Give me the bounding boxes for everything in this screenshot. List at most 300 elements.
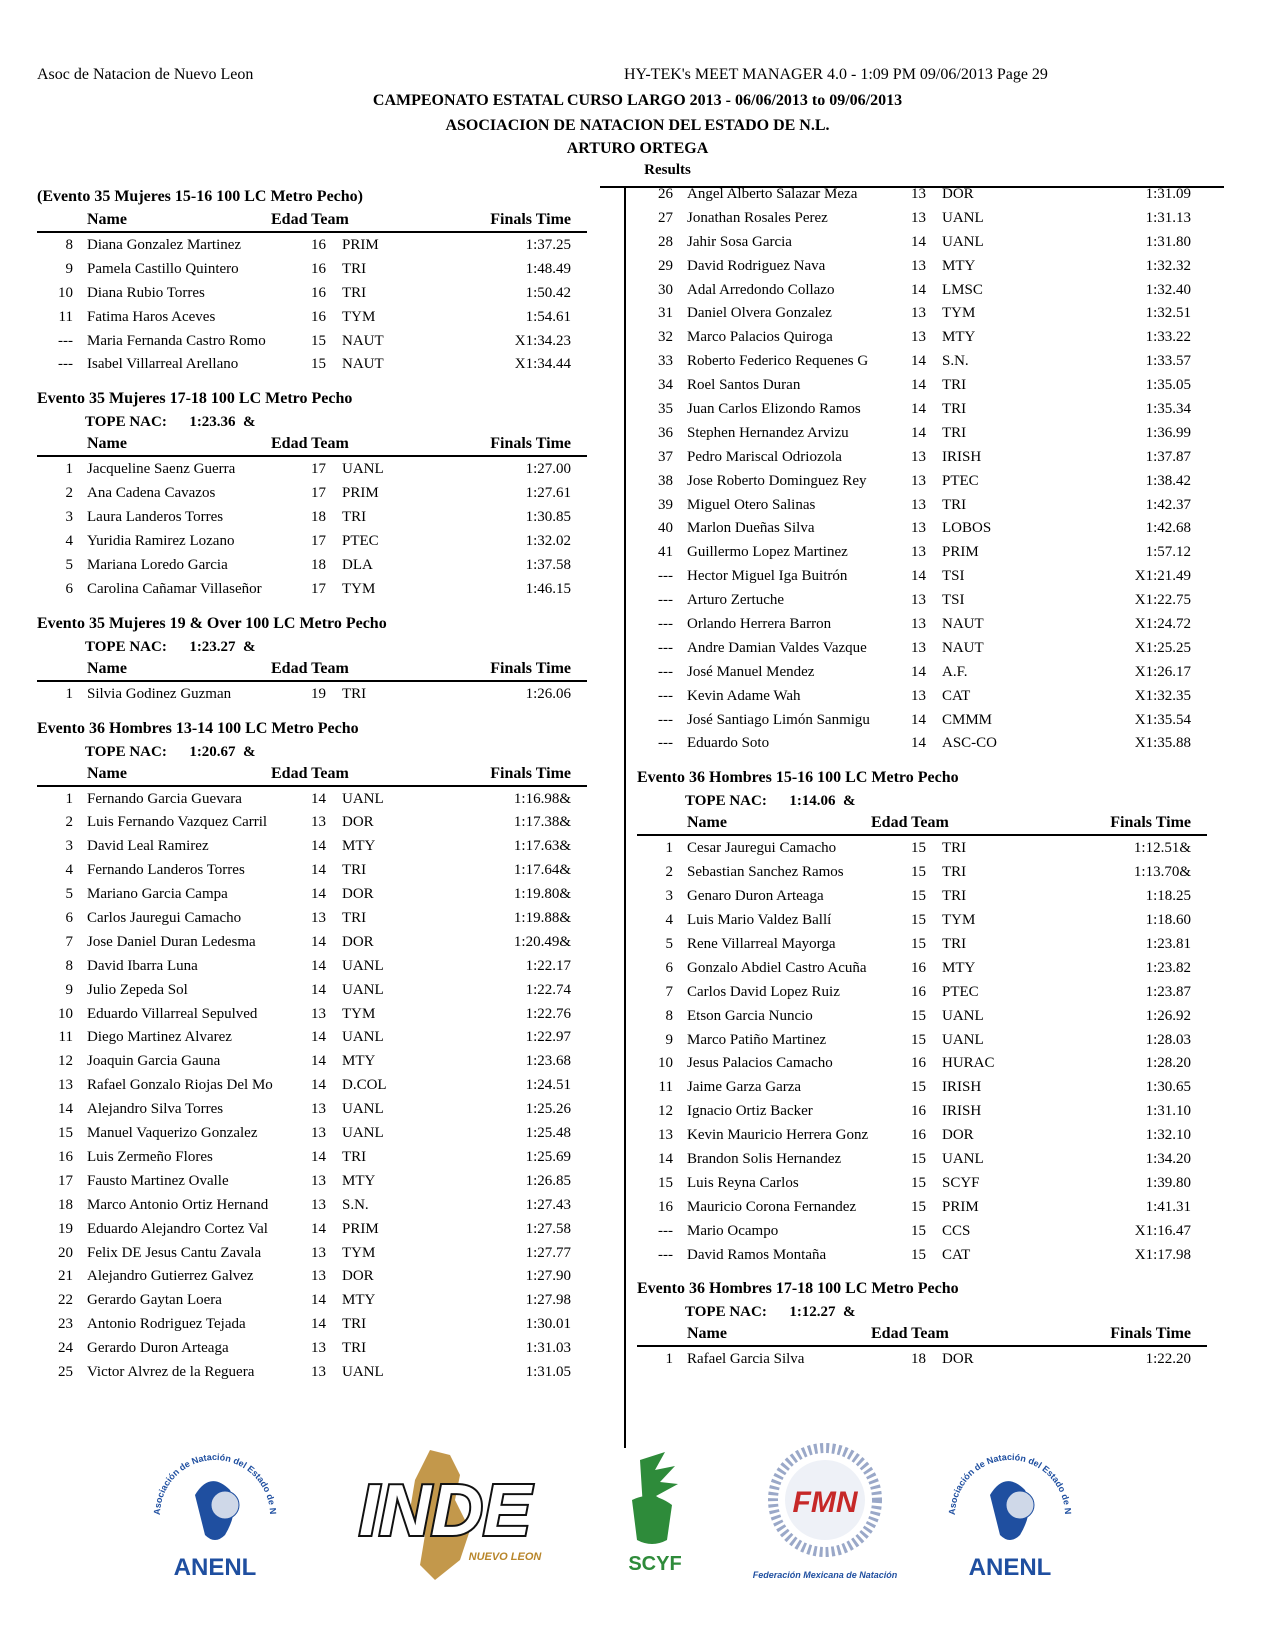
finals-time: 1:17.63& [513,838,571,855]
place: 35 [658,401,673,418]
swimmer-name: Kevin Adame Wah [687,687,801,704]
team: PRIM [942,1198,979,1215]
swimmer-name: Marlon Dueñas Silva [687,520,815,537]
age: 14 [911,233,926,250]
tope-label: TOPE NAC: [685,793,767,810]
software-info: HY-TEK's MEET MANAGER 4.0 - 1:09 PM 09/06/2013 Page 29 [624,66,1048,83]
team: UANL [942,1150,984,1167]
place: 37 [658,448,673,465]
continued-results [637,182,1207,755]
swimmer-name: Fernando Garcia Guevara [87,790,242,807]
swimmer-name: Silvia Godinez Guzman [87,685,232,702]
team: TYM [942,912,976,929]
team: MTY [942,329,976,346]
finals-time: 1:22.17 [525,957,571,974]
place: 2 [65,814,73,831]
result-row [637,836,1207,860]
result-row [37,1145,587,1169]
venue: ARTURO ORTEGA [566,140,709,157]
place: 13 [658,1127,673,1144]
age: 13 [311,1196,326,1213]
result-row [637,206,1207,230]
event-title: Evento 36 Hombres 15-16 100 LC Metro Pecho [637,769,959,787]
age: 16 [311,237,326,253]
place: 40 [658,520,673,537]
place: 26 [658,186,673,202]
swimmer-name: Ana Cadena Cavazos [87,485,216,502]
swimmer-name: Fernando Landeros Torres [87,862,245,879]
place: 36 [658,424,673,441]
column-header-time: Finals Time [490,211,571,228]
result-row [637,278,1207,302]
column-header-name: Name [87,435,127,453]
event-gap [637,755,1207,767]
result-row [37,1002,587,1026]
swimmer-name: Marco Palacios Quiroga [687,329,833,346]
column-header-time: Finals Time [490,659,571,677]
finals-time: 1:31.13 [1145,209,1191,226]
result-row [37,281,587,305]
column-header-name: Name [87,211,127,228]
tope-label: TOPE NAC: [685,1304,767,1321]
finals-time: 1:34.20 [1145,1150,1191,1167]
team: UANL [942,233,984,250]
swimmer-name: Jonathan Rosales Perez [687,209,828,226]
age: 15 [911,1150,926,1167]
event-gap [637,1266,1207,1278]
team: IRISH [942,1079,982,1096]
tope-nacional [37,742,587,764]
team: TRI [342,1316,367,1333]
swimmer-name: Rafael Gonzalo Riojas Del Mo [87,1077,273,1094]
place: 29 [658,257,673,274]
place: 34 [658,377,673,394]
result-row [37,1049,587,1073]
result-row [37,505,587,529]
place: 24 [58,1340,73,1357]
age: 13 [911,687,926,704]
finals-time: X1:35.88 [1134,735,1191,752]
result-row [37,906,587,930]
finals-time: 1:23.81 [1145,935,1191,952]
swimmer-name: Ignacio Ortiz Backer [687,1103,813,1120]
result-row [637,182,1207,206]
result-row [37,1097,587,1121]
team: NAUT [342,356,384,373]
result-row [637,884,1207,908]
finals-time: 1:19.80& [513,886,571,903]
swimmer-name: Carlos David Lopez Ruiz [687,983,840,1000]
swimmer-name: Orlando Herrera Barron [687,616,832,633]
team: UANL [942,209,984,226]
result-row [37,1073,587,1097]
team: DLA [342,556,373,573]
result-row [37,553,587,577]
place: 1 [65,461,73,478]
result-row [37,529,587,553]
place: 12 [58,1053,73,1070]
finals-time: 1:39.80 [1145,1174,1191,1191]
finals-time: 1:27.00 [525,461,571,478]
swimmer-name: Gerardo Duron Arteaga [87,1340,229,1357]
finals-time: 1:50.42 [525,284,571,301]
swimmer-name: David Ramos Montaña [687,1246,827,1263]
team: MTY [342,1172,376,1189]
tope-label: TOPE NAC: [85,743,167,760]
finals-time: 1:18.25 [1145,888,1191,905]
team: TRI [942,840,967,857]
swimmer-name: David Ibarra Luna [87,957,198,974]
swimmer-name: Antonio Rodriguez Tejada [87,1316,246,1333]
tope-nacional [637,1302,1207,1324]
inde-wordmark: INDE [358,1471,532,1551]
column-header-time: Finals Time [1110,814,1191,832]
team: TRI [342,910,367,927]
finals-time: 1:32.51 [1145,305,1191,322]
age: 15 [911,864,926,881]
age: 13 [911,472,926,489]
age: 15 [311,356,326,373]
team: A.F. [942,663,968,680]
place: 22 [58,1292,73,1309]
column-header-name: Name [687,1325,727,1343]
swimmer-name: Miguel Otero Salinas [687,496,816,513]
team: SCYF [942,1174,980,1191]
scyf-wordmark: SCYF [628,1553,682,1575]
finals-time: 1:22.97 [525,1029,571,1046]
age: 16 [911,959,926,976]
place: 4 [65,533,73,550]
swimmer-name: Eduardo Alejandro Cortez Val [87,1220,268,1237]
result-row [37,682,587,706]
finals-time: 1:31.09 [1145,186,1191,202]
team: CCS [942,1222,971,1239]
place: 7 [65,933,73,950]
finals-time: 1:36.99 [1145,424,1191,441]
tope-label: TOPE NAC: [85,414,167,431]
age: 15 [911,1174,926,1191]
scyf-logo [610,1440,700,1590]
swimmer-name: Diana Gonzalez Martinez [87,237,242,253]
place: 6 [665,959,673,976]
fmn-caption: Federación Mexicana de Natación [752,1570,898,1580]
age: 13 [311,1125,326,1142]
column-header [637,813,1207,836]
result-row [637,1051,1207,1075]
column-header-age-team: Edad Team [271,659,349,677]
result-row [637,980,1207,1004]
team: TYM [942,305,976,322]
finals-time: X1:34.23 [514,332,571,349]
age: 14 [911,377,926,394]
place: 30 [658,281,673,298]
age: 15 [911,935,926,952]
swimmer-name: Arturo Zertuche [687,592,785,609]
finals-time: X1:34.44 [514,356,571,373]
finals-time: 1:26.92 [1145,1007,1191,1024]
result-row [637,397,1207,421]
age: 15 [911,840,926,857]
place: --- [658,663,673,680]
result-row [637,516,1207,540]
tope-nacional [37,412,587,434]
finals-time: 1:27.90 [525,1268,571,1285]
finals-time: 1:16.98& [513,790,571,807]
fmn-logo [745,1440,905,1590]
result-row [637,349,1207,373]
finals-time: 1:27.77 [525,1244,571,1261]
place: 16 [58,1148,73,1165]
anenl-wordmark: ANENL [173,1554,257,1581]
finals-time: 1:54.61 [525,308,571,325]
swimmer-name: Andre Damian Valdes Vazque [687,639,867,656]
age: 15 [911,1079,926,1096]
place: --- [658,1246,673,1263]
place: 13 [58,1077,73,1094]
swimmer-name: Marco Antonio Ortiz Hernand [87,1196,269,1213]
result-row [637,932,1207,956]
finals-time: 1:41.31 [1145,1198,1191,1215]
column-header-name: Name [87,764,127,782]
column-header [37,659,587,682]
team: CAT [942,1246,971,1263]
team: DOR [342,814,374,831]
swimmer-name: Mariano Garcia Campa [87,886,228,903]
swimmer-name: Carolina Cañamar Villaseñor [87,580,262,597]
age: 16 [911,983,926,1000]
event-title: Evento 36 Hombres 13-14 100 LC Metro Pecho [37,719,359,737]
age: 16 [311,308,326,325]
finals-time: 1:35.34 [1145,401,1191,418]
result-row [637,373,1207,397]
team: UANL [342,1363,384,1380]
finals-time: X1:35.54 [1134,711,1191,728]
finals-time: 1:31.05 [525,1363,571,1380]
place: --- [658,735,673,752]
swimmer-name: Jesus Palacios Camacho [687,1055,833,1072]
place: 18 [58,1196,73,1213]
result-row [37,1241,587,1265]
age: 13 [911,592,926,609]
place: --- [658,711,673,728]
age: 13 [311,1268,326,1285]
inde-subtitle: NUEVO LEON [468,1551,542,1563]
place: 19 [58,1220,73,1237]
place: 8 [65,957,73,974]
column-header [637,1324,1207,1347]
swimmer-name: Alejandro Silva Torres [87,1101,224,1118]
place: --- [658,1222,673,1239]
place: 1 [665,840,673,857]
swimmer-name: Diana Rubio Torres [87,284,205,301]
finals-time: 1:27.58 [525,1220,571,1237]
swimmer-name: Rene Villarreal Mayorga [687,935,836,952]
place: 3 [665,888,673,905]
finals-time: X1:32.35 [1134,687,1191,704]
swimmer-name: Joaquin Garcia Gauna [87,1053,221,1070]
result-row [637,301,1207,325]
age: 15 [911,1246,926,1263]
tope-value: 1:20.67 & [189,743,256,760]
finals-time: 1:28.20 [1145,1055,1191,1072]
column-header-name: Name [687,814,727,832]
age: 13 [311,1363,326,1380]
result-row [637,1347,1207,1371]
team: TRI [942,424,967,441]
team: S.N. [342,1196,369,1213]
sponsor-logos [0,1440,1275,1590]
result-row [37,978,587,1002]
place: 5 [65,886,73,903]
result-row [37,1025,587,1049]
age: 15 [911,912,926,929]
result-row [637,1028,1207,1052]
result-row [37,834,587,858]
fmn-wordmark: FMN [792,1486,858,1519]
swimmer-name: Fatima Haros Aceves [87,308,216,325]
finals-time: 1:20.49& [513,933,571,950]
swimmer-name: Julio Zepeda Sol [87,981,188,998]
column-divider [624,186,626,1448]
column-header-age-team: Edad Team [271,764,349,782]
tope-value: 1:23.27 & [189,638,256,655]
place: --- [58,356,73,373]
team: TRI [342,862,367,879]
result-row [37,1312,587,1336]
swimmer-name: Victor Alvrez de la Reguera [87,1363,255,1380]
age: 13 [311,1244,326,1261]
age: 15 [911,1031,926,1048]
finals-time: 1:37.25 [525,237,571,253]
result-row [637,612,1207,636]
anenl-logo [140,1440,290,1590]
place: 39 [658,496,673,513]
finals-time: 1:33.57 [1145,353,1191,370]
swimmer-name: Jacqueline Saenz Guerra [87,461,236,478]
place: 11 [58,1029,73,1046]
place: 17 [58,1172,73,1189]
swimmer-name: Carlos Jauregui Camacho [87,910,242,927]
finals-time: 1:35.05 [1145,377,1191,394]
result-row [637,1195,1207,1219]
swimmer-name: Mauricio Corona Fernandez [687,1198,857,1215]
team: NAUT [942,639,984,656]
swimmer-name: Eduardo Soto [687,735,770,752]
place: 23 [58,1316,73,1333]
result-row [637,1219,1207,1243]
finals-time: 1:31.80 [1145,233,1191,250]
finals-time: 1:23.87 [1145,983,1191,1000]
age: 13 [311,1005,326,1022]
result-row [637,1004,1207,1028]
tope-label: TOPE NAC: [85,638,167,655]
age: 14 [311,838,326,855]
team: TRI [942,496,967,513]
finals-time: 1:19.88& [513,910,571,927]
team: TYM [342,580,376,597]
finals-time: 1:25.69 [525,1148,571,1165]
swimmer-name: Jahir Sosa Garcia [687,233,792,250]
result-row [637,469,1207,493]
age: 15 [911,1222,926,1239]
team: TRI [342,260,367,277]
swimmer-name: Isabel Villarreal Arellano [87,356,239,373]
swimmer-name: Diego Martinez Alvarez [87,1029,232,1046]
finals-time: X1:26.17 [1134,663,1191,680]
place: 1 [65,790,73,807]
place: 14 [58,1101,73,1118]
column-header [37,764,587,787]
finals-time: 1:46.15 [525,580,571,597]
swimmer-name: Gonzalo Abdiel Castro Acuña [687,959,867,976]
age: 13 [311,1101,326,1118]
age: 13 [311,910,326,927]
team: MTY [942,959,976,976]
place: --- [58,332,73,349]
age: 13 [311,1172,326,1189]
tope-value: 1:14.06 & [789,793,856,810]
age: 14 [911,424,926,441]
team: UANL [942,1031,984,1048]
meet-title: CAMPEONATO ESTATAL CURSO LARGO 2013 - 06/06/2013 to 09/06/2013 [372,92,903,109]
event-title: Evento 35 Mujeres 19 & Over 100 LC Metro Pecho [37,614,387,632]
place: 2 [65,485,73,502]
age: 16 [911,1055,926,1072]
finals-time: 1:13.70& [1133,864,1191,881]
age: 13 [911,496,926,513]
swimmer-name: Pedro Mariscal Odriozola [687,448,842,465]
team: TRI [342,1148,367,1165]
team: UANL [342,461,384,478]
swimmer-name: Sebastian Sanchez Ramos [687,864,844,881]
team: PRIM [342,237,379,253]
age: 13 [311,814,326,831]
team: PRIM [342,1220,379,1237]
team: CMMM [942,711,993,728]
age: 13 [911,186,926,202]
finals-time: 1:25.26 [525,1101,571,1118]
age: 14 [311,957,326,974]
finals-time: X1:16.47 [1134,1222,1191,1239]
team: TRI [942,377,967,394]
age: 14 [311,862,326,879]
result-row [37,577,587,601]
results-label: Results [644,162,691,178]
team: LOBOS [942,520,992,537]
finals-time: 1:48.49 [525,260,571,277]
finals-time: 1:30.01 [525,1316,571,1333]
age: 14 [311,886,326,903]
age: 13 [911,639,926,656]
place: 10 [58,284,73,301]
place: 28 [658,233,673,250]
place: 2 [665,864,673,881]
finals-time: 1:28.03 [1145,1031,1191,1048]
result-row [37,257,587,281]
swimmer-name: Manuel Vaquerizo Gonzalez [87,1125,258,1142]
place: 10 [58,1005,73,1022]
result-row [37,1217,587,1241]
place: 1 [65,685,73,702]
place: 8 [65,237,73,253]
age: 14 [911,735,926,752]
tope-nacional [637,791,1207,813]
team: UANL [342,1029,384,1046]
place: 6 [65,910,73,927]
team: DOR [342,886,374,903]
age: 14 [311,1148,326,1165]
anenl-logo-right [935,1440,1085,1590]
